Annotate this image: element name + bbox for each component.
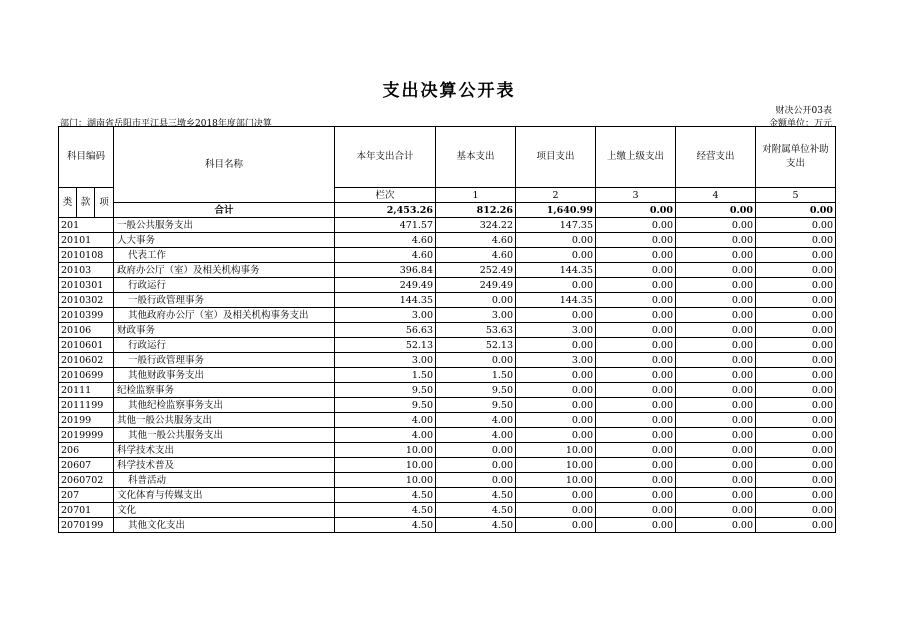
amount-basic: 0.00 [436, 443, 516, 458]
amount-upper: 0.00 [596, 398, 676, 413]
table-row [59, 338, 836, 353]
amount-upper: 0.00 [596, 473, 676, 488]
amount-basic: 4.50 [436, 518, 516, 533]
amount-project: 147.35 [516, 218, 596, 233]
amount-business: 0.00 [676, 518, 756, 533]
amount-basic: 9.50 [436, 383, 516, 398]
amount-total: 4.50 [335, 488, 436, 503]
table-row [59, 368, 836, 383]
amount-basic: 53.63 [436, 323, 516, 338]
table-row [59, 308, 836, 323]
total-label: 合计 [114, 203, 335, 218]
amount-project: 0.00 [516, 398, 596, 413]
subject-name: 其他一般公共服务支出 [114, 413, 335, 428]
amount-upper: 0.00 [596, 278, 676, 293]
amount-project: 10.00 [516, 473, 596, 488]
subject-name: 行政运行 [114, 278, 335, 293]
report-title: 支出决算公开表 [382, 81, 516, 101]
amount-project: 144.35 [516, 293, 596, 308]
subject-name: 文化 [114, 503, 335, 518]
table-row [59, 428, 836, 443]
subject-code: 20101 [59, 233, 114, 248]
amount-subsidiary: 0.00 [756, 368, 836, 383]
table-row [59, 293, 836, 308]
column-number-2: 2 [516, 188, 596, 203]
amount-subsidiary: 0.00 [756, 413, 836, 428]
header-total: 本年支出合计 [335, 127, 436, 188]
amount-business: 0.00 [676, 428, 756, 443]
header-lei: 类 [59, 188, 77, 218]
amount-business: 0.00 [676, 338, 756, 353]
column-number-4: 4 [676, 188, 756, 203]
form-code: 财决公开03表 [775, 106, 832, 116]
amount-project: 0.00 [516, 488, 596, 503]
subject-name: 政府办公厅（室）及相关机构事务 [114, 263, 335, 278]
amount-total: 10.00 [335, 443, 436, 458]
amount-upper: 0.00 [596, 518, 676, 533]
total-row [59, 203, 836, 218]
table-row [59, 383, 836, 398]
amount-total: 56.63 [335, 323, 436, 338]
amount-upper: 0.00 [596, 413, 676, 428]
total-upper: 0.00 [596, 203, 676, 218]
amount-business: 0.00 [676, 293, 756, 308]
amount-total: 4.00 [335, 428, 436, 443]
amount-basic: 0.00 [436, 293, 516, 308]
header-subsidiary: 对附属单位补助支出 [756, 127, 836, 188]
amount-total: 1.50 [335, 368, 436, 383]
amount-business: 0.00 [676, 248, 756, 263]
amount-subsidiary: 0.00 [756, 353, 836, 368]
table-row [59, 503, 836, 518]
amount-subsidiary: 0.00 [756, 263, 836, 278]
amount-upper: 0.00 [596, 338, 676, 353]
amount-project: 0.00 [516, 233, 596, 248]
amount-subsidiary: 0.00 [756, 293, 836, 308]
subject-code: 2060702 [59, 473, 114, 488]
amount-upper: 0.00 [596, 488, 676, 503]
amount-project: 10.00 [516, 443, 596, 458]
table-row [59, 263, 836, 278]
amount-subsidiary: 0.00 [756, 488, 836, 503]
amount-total: 249.49 [335, 278, 436, 293]
amount-subsidiary: 0.00 [756, 503, 836, 518]
amount-subsidiary: 0.00 [756, 443, 836, 458]
header-xiang: 项 [95, 188, 114, 218]
amount-basic: 0.00 [436, 473, 516, 488]
amount-project: 0.00 [516, 368, 596, 383]
amount-total: 10.00 [335, 473, 436, 488]
amount-basic: 9.50 [436, 398, 516, 413]
amount-business: 0.00 [676, 413, 756, 428]
amount-upper: 0.00 [596, 248, 676, 263]
amount-total: 52.13 [335, 338, 436, 353]
table-row [59, 443, 836, 458]
subject-code: 2010399 [59, 308, 114, 323]
amount-upper: 0.00 [596, 263, 676, 278]
amount-subsidiary: 0.00 [756, 323, 836, 338]
subject-name: 其他一般公共服务支出 [114, 428, 335, 443]
amount-basic: 4.60 [436, 233, 516, 248]
total-basic: 812.26 [436, 203, 516, 218]
subject-name: 代表工作 [114, 248, 335, 263]
table-row [59, 518, 836, 533]
amount-project: 0.00 [516, 308, 596, 323]
amount-total: 4.60 [335, 233, 436, 248]
header-upper: 上缴上级支出 [596, 127, 676, 188]
header-project: 项目支出 [516, 127, 596, 188]
amount-basic: 252.49 [436, 263, 516, 278]
subject-code: 20106 [59, 323, 114, 338]
table-row [59, 458, 836, 473]
subject-name: 一般行政管理事务 [114, 293, 335, 308]
subject-name: 文化体育与传媒支出 [114, 488, 335, 503]
subject-code: 2010302 [59, 293, 114, 308]
amount-total: 3.00 [335, 308, 436, 323]
subject-name: 纪检监察事务 [114, 383, 335, 398]
table-row [59, 413, 836, 428]
subject-name: 其他纪检监察事务支出 [114, 398, 335, 413]
amount-subsidiary: 0.00 [756, 383, 836, 398]
department-label: 部门：湖南省岳阳市平江县三墩乡2018年度部门决算 [60, 119, 272, 129]
amount-total: 10.00 [335, 458, 436, 473]
amount-upper: 0.00 [596, 383, 676, 398]
amount-total: 4.50 [335, 503, 436, 518]
amount-subsidiary: 0.00 [756, 338, 836, 353]
subject-code: 20607 [59, 458, 114, 473]
amount-business: 0.00 [676, 218, 756, 233]
table-row [59, 233, 836, 248]
amount-project: 0.00 [516, 338, 596, 353]
subject-code: 2010301 [59, 278, 114, 293]
amount-subsidiary: 0.00 [756, 248, 836, 263]
amount-project: 0.00 [516, 503, 596, 518]
amount-business: 0.00 [676, 473, 756, 488]
amount-basic: 324.22 [436, 218, 516, 233]
header-business: 经营支出 [676, 127, 756, 188]
header-subject-code: 科目编码 [59, 127, 114, 188]
header-subject-name: 科目名称 [114, 127, 335, 203]
amount-basic: 4.00 [436, 428, 516, 443]
table-row [59, 278, 836, 293]
header-basic: 基本支出 [436, 127, 516, 188]
amount-basic: 4.60 [436, 248, 516, 263]
amount-upper: 0.00 [596, 458, 676, 473]
amount-upper: 0.00 [596, 353, 676, 368]
amount-total: 396.84 [335, 263, 436, 278]
subject-code: 2010108 [59, 248, 114, 263]
subject-name: 其他文化支出 [114, 518, 335, 533]
subject-name: 一般公共服务支出 [114, 218, 335, 233]
amount-upper: 0.00 [596, 323, 676, 338]
table-row [59, 323, 836, 338]
subject-code: 20701 [59, 503, 114, 518]
amount-project: 0.00 [516, 413, 596, 428]
amount-project: 3.00 [516, 353, 596, 368]
amount-basic: 52.13 [436, 338, 516, 353]
subject-name: 其他政府办公厅（室）及相关机构事务支出 [114, 308, 335, 323]
amount-upper: 0.00 [596, 428, 676, 443]
subject-code: 2010601 [59, 338, 114, 353]
amount-project: 0.00 [516, 278, 596, 293]
amount-project: 10.00 [516, 458, 596, 473]
subject-name: 其他财政事务支出 [114, 368, 335, 383]
amount-upper: 0.00 [596, 368, 676, 383]
subject-name: 财政事务 [114, 323, 335, 338]
column-number-1: 1 [436, 188, 516, 203]
amount-subsidiary: 0.00 [756, 308, 836, 323]
subject-code: 207 [59, 488, 114, 503]
column-number-5: 5 [756, 188, 836, 203]
amount-basic: 249.49 [436, 278, 516, 293]
amount-business: 0.00 [676, 383, 756, 398]
table-row [59, 398, 836, 413]
table-row [59, 353, 836, 368]
subject-code: 201 [59, 218, 114, 233]
amount-business: 0.00 [676, 263, 756, 278]
subject-code: 20111 [59, 383, 114, 398]
amount-basic: 4.00 [436, 413, 516, 428]
amount-business: 0.00 [676, 278, 756, 293]
amount-total: 144.35 [335, 293, 436, 308]
amount-subsidiary: 0.00 [756, 518, 836, 533]
amount-subsidiary: 0.00 [756, 398, 836, 413]
amount-basic: 3.00 [436, 308, 516, 323]
lanci-label: 栏次 [335, 188, 436, 203]
amount-upper: 0.00 [596, 293, 676, 308]
amount-subsidiary: 0.00 [756, 473, 836, 488]
amount-total: 9.50 [335, 398, 436, 413]
subject-name: 人大事务 [114, 233, 335, 248]
amount-subsidiary: 0.00 [756, 428, 836, 443]
amount-business: 0.00 [676, 458, 756, 473]
subject-code: 2019999 [59, 428, 114, 443]
amount-basic: 0.00 [436, 353, 516, 368]
total-business: 0.00 [676, 203, 756, 218]
amount-business: 0.00 [676, 503, 756, 518]
table-row [59, 218, 836, 233]
unit-label: 金额单位：万元 [768, 119, 832, 129]
amount-project: 0.00 [516, 518, 596, 533]
subject-name: 科普活动 [114, 473, 335, 488]
subject-code: 206 [59, 443, 114, 458]
subject-code: 20103 [59, 263, 114, 278]
subject-code: 2010602 [59, 353, 114, 368]
amount-business: 0.00 [676, 443, 756, 458]
amount-business: 0.00 [676, 323, 756, 338]
header-row [59, 127, 836, 188]
amount-business: 0.00 [676, 398, 756, 413]
amount-business: 0.00 [676, 488, 756, 503]
amount-total: 4.50 [335, 518, 436, 533]
total-subsidiary: 0.00 [756, 203, 836, 218]
amount-project: 0.00 [516, 383, 596, 398]
table-row [59, 248, 836, 263]
amount-total: 471.57 [335, 218, 436, 233]
amount-project: 0.00 [516, 248, 596, 263]
amount-project: 0.00 [516, 428, 596, 443]
amount-upper: 0.00 [596, 443, 676, 458]
amount-business: 0.00 [676, 353, 756, 368]
amount-basic: 0.00 [436, 458, 516, 473]
subject-code: 2070199 [59, 518, 114, 533]
amount-upper: 0.00 [596, 503, 676, 518]
column-number-3: 3 [596, 188, 676, 203]
table-row [59, 473, 836, 488]
amount-project: 144.35 [516, 263, 596, 278]
amount-basic: 1.50 [436, 368, 516, 383]
subject-name: 行政运行 [114, 338, 335, 353]
amount-subsidiary: 0.00 [756, 458, 836, 473]
amount-subsidiary: 0.00 [756, 218, 836, 233]
table-row [59, 488, 836, 503]
total-project: 1,640.99 [516, 203, 596, 218]
amount-business: 0.00 [676, 233, 756, 248]
subject-name: 一般行政管理事务 [114, 353, 335, 368]
amount-upper: 0.00 [596, 233, 676, 248]
amount-total: 4.60 [335, 248, 436, 263]
subject-code: 2010699 [59, 368, 114, 383]
amount-basic: 4.50 [436, 488, 516, 503]
expenditure-table [58, 126, 836, 533]
amount-basic: 4.50 [436, 503, 516, 518]
subject-name: 科学技术支出 [114, 443, 335, 458]
amount-subsidiary: 0.00 [756, 278, 836, 293]
amount-total: 3.00 [335, 353, 436, 368]
header-kuan: 款 [77, 188, 95, 218]
subject-code: 2011199 [59, 398, 114, 413]
amount-business: 0.00 [676, 368, 756, 383]
subject-name: 科学技术普及 [114, 458, 335, 473]
amount-project: 3.00 [516, 323, 596, 338]
amount-total: 9.50 [335, 383, 436, 398]
amount-upper: 0.00 [596, 218, 676, 233]
amount-upper: 0.00 [596, 308, 676, 323]
total-total: 2,453.26 [335, 203, 436, 218]
amount-total: 4.00 [335, 413, 436, 428]
subject-code: 20199 [59, 413, 114, 428]
amount-business: 0.00 [676, 308, 756, 323]
amount-subsidiary: 0.00 [756, 233, 836, 248]
